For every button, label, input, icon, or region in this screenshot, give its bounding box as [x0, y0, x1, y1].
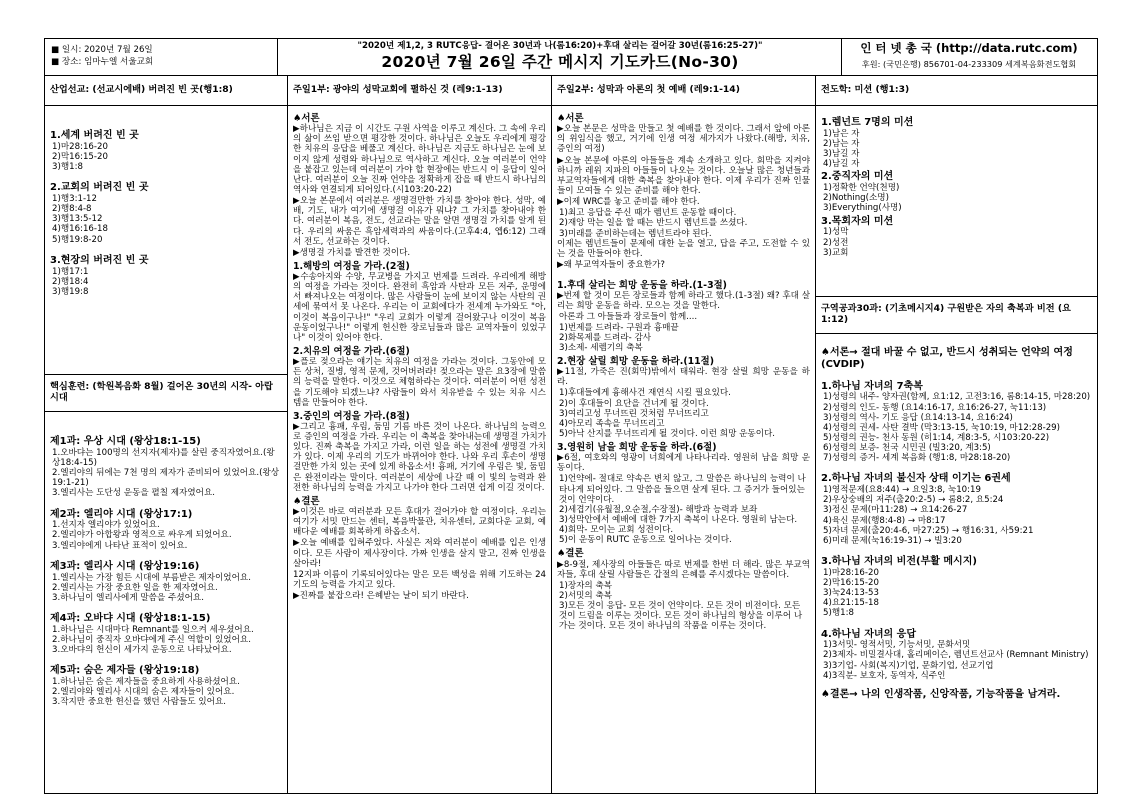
list-item: 1)언약에- 절대로 약속은 변치 않고, 그 말씀은 하나님의 능력이 나타나게 되어있다. 그 말씀을 들으면 살게 된다. 그 증거가 들어있는 것이 언약이다. [559, 474, 806, 505]
list-item: 2)재앙 막는 일을 할 때는 반드시 렘넌트를 쓰셨다. [559, 218, 748, 229]
list-item: 2)이 후대들이 요단을 건너게 될 것이다. [559, 398, 709, 409]
list-item: 2)3제자- 비밀결사대, 홀리메이슨, 렘넌트선교사 (Remnant Ministry) [823, 650, 1089, 661]
list-item: 2)화목제를 드려라- 감사 [559, 332, 652, 343]
header-title-block [282, 41, 838, 71]
list-item: 5)행1:8 [823, 608, 854, 619]
list-item: 2)성전 [823, 237, 849, 248]
lesson-title: 제2과: 엘리야 시대 (왕상17:1) [50, 508, 193, 520]
list-item: 3.하나님이 엘리사에게 말씀을 주셨어요. [52, 592, 204, 603]
column-evangelism [815, 76, 1097, 793]
paragraph: ▶이제 WRC를 놓고 준비를 해야 한다. [557, 197, 700, 208]
list-item: 3.엘리사는 도단성 운동을 펼칠 제자였어요. [52, 488, 215, 499]
paragraph: ▶진짜를 붙잡으라! 은혜받는 날이 되기 바란다. [293, 591, 469, 602]
section-heading: 산업선교: (선교시에배) 버려진 빈 곳(행1:8) [45, 76, 287, 106]
point-title: 1.렘넌트 7명의 미션 [821, 117, 914, 128]
list-item: 4)3직분- 보호자, 동역자, 식주인 [823, 670, 946, 681]
list-item: 3)행13:5-12 [52, 214, 103, 225]
meeting-info [51, 45, 271, 69]
section-heading: 주일1부: 광야의 성막교회에 펼하신 것 (레9:1-13) [288, 76, 551, 106]
paragraph: 12지파 이름이 기록되어있다는 말은 모든 백성을 위해 기도하는 24 기도의 능력을 가지고 있다. [293, 569, 546, 590]
list-item: 1.엘리사는 가장 힘든 시대에 부름받은 제자이었어요. [52, 572, 251, 583]
paragraph: ▶플로 젖으라는 얘기는 치유의 여정을 가라는 것이다. 그동안에 모든 상처, 질병, 영적 문제, 것어버려라! 젖으라는 말은 요3장에 말씀의 능력을 말한다. 이것으로 체험하라는 것이다. 여러분이 어떤 성전을 기도해야 되겠느냐? 사람들이 와서 치유받을 수 있는 치유 시스템을 만들어야 한다. [293, 357, 546, 408]
list-item: 2)행18:4 [52, 276, 89, 287]
list-item: 3)3기업- 사회(복지)기업, 문화기업, 선교기업 [823, 660, 994, 671]
list-item: 3)성령의 역사- 기도 응답 (요14:13-14, 요16:24) [823, 412, 1013, 423]
point-title: 1.세계 버려진 빈 곳 [50, 130, 139, 141]
list-item: 3)남길 자 [823, 149, 860, 160]
paragraph: ▶하나님은 지금 이 시간도 구원 사역을 이루고 계신다. 그 속에 우리의 삶이 쓰임 받으면 평강한 것이다. 하나님은 오늘도 우리에게 평강한 치유의 응답을 베풀고 계신다. 하나님은 지금도 하나님은 눈에 보이지 않게 성령와 하나님으로 역사하고 계신다. 오늘 여러분이 언약을 붙잡고 있는데 여러분이 가야 할 현장에는 반드시 이 응답이 일어난다. 여러분이 오늘 진짜 언약을 정확하게 잡을 때 반드시 하나님의 역사와 연결되게 되어있다.(시103:20-22) [293, 124, 546, 195]
list-item: 1.오바댜는 100명의 선지자(제자)를 살린 중직자였어요.(왕상18:4-15) [52, 447, 275, 468]
meeting-date: ■ 일시: 2020년 7월 26일 [51, 45, 153, 55]
section-body [552, 106, 815, 632]
list-item: 2)서밋의 축복 [559, 590, 613, 601]
list-item: 2)성령의 인도- 동행 (요14:16-17, 요16:26-27, 눅11:13) [823, 402, 1047, 413]
list-item: 1)남은 자 [823, 128, 860, 139]
section-heading: 전도학: 미션 (행1:3) [816, 76, 1097, 106]
intro-text: ♠서론→ 절대 바꿀 수 없고, 반드시 성취되는 언약의 여정(CVDIP) [821, 347, 1073, 370]
section-body [816, 106, 1097, 296]
list-item: 1)마28:16-20 [823, 567, 879, 578]
website-url[interactable]: 인 터 넷 총 국 (http://data.rutc.com) [860, 41, 1078, 55]
section-heading: 구역공과30과: (기초메시지4) 구원받은 자의 축복과 비전 (요1:12) [816, 296, 1097, 334]
list-item: 3)소제- 세렘기의 축복 [559, 342, 643, 353]
list-item: 3)성막안에서 예배에 대한 7가지 축복이 나온다. 영원히 남는다. [559, 515, 798, 526]
list-item: 2)남는 자 [823, 138, 860, 149]
list-item: 1)후대들에게 흉해사건 재연식 시킬 필요있다. [559, 388, 731, 399]
list-item: 3)여리고성 무너뜨린 것처럼 무너뜨리고 [559, 408, 709, 419]
list-item: 4)육신 문제(행8:4-8) → 마8:17 [823, 515, 946, 526]
list-item: 1)장자의 축복 [559, 580, 613, 591]
point-title: 1.하나님 자녀의 7축복 [821, 380, 923, 392]
lesson-title: 제1과: 우상 시대 (왕상18:1-15) [50, 436, 201, 447]
paragraph: ▶오늘 본문에 아론의 아들들을 계속 소개하고 있다. 회막을 지켜야 하니까 레위 지파의 아들들이 나오는 것이다. 오늘날 많은 청년들과 부교역자들에게 대한 축복을 찾아내야 한다. 이제 우리가 진짜 인물들이 모여들 수 있는 준비를 해야 한다. [557, 155, 810, 196]
paragraph: ▶8-9절, 제사장의 아들들은 따로 번제를 한번 더 해라. 많은 부교역자들, 후대 살릴 사람들은 갑절의 은혜를 주시겠다는 말씀이다. [557, 559, 810, 580]
paragraph: ▶생명걸 가치를 발견한 것이다. [293, 247, 411, 258]
conclusion-text: ♠결론→ 나의 인생작품, 신앙작품, 기능작품을 남겨라. [821, 688, 1061, 700]
list-item: 4)성령의 권세- 사탄 결박 (막3:13-15, 눅10:19, 마12:28-29) [823, 422, 1061, 433]
point-title: 3.목회자의 미션 [821, 215, 894, 227]
list-item: 1)최고 응답을 주신 때가 렘넌트 운동할 때이다. [559, 208, 737, 219]
list-item: 5)행19:8-20 [52, 234, 103, 245]
conclusion-heading: ♠결론 [557, 548, 584, 560]
paragraph: ▶6절, 여호와의 영광이 너희에게 나타나리라. 영원히 남을 희망 운동이다. [557, 453, 810, 474]
section-body [288, 106, 551, 601]
list-item: 1)3서밋- 영적서밋, 기능서밋, 문화서밋 [823, 640, 971, 651]
list-item: 1)정확한 언약(천명) [823, 183, 900, 194]
list-item: 6)성령의 보증- 천국 시민권 (빌3:20, 계3:5) [823, 443, 991, 454]
list-item: 3.엘리야에게 나타난 표적이 있어요. [52, 540, 188, 551]
list-item: 4)요21:15-18 [823, 598, 879, 609]
point-title: 2.현장 살릴 희망 운동을 하라.(11절) [557, 356, 714, 367]
list-item: 1)성령의 내주- 양자권(함께, 요1:12, 고전3:16, 롬8:14-15, 마28:20) [823, 392, 1091, 403]
point-title: 3.중인의 여정을 가라.(8절) [293, 410, 410, 422]
list-item: 1)성막 [823, 227, 849, 238]
list-item: 4)행16:16-18 [52, 224, 108, 235]
paragraph: ▶오늘 예배를 입혀주었다. 사실은 저와 여러분이 예배를 입은 인생이다. 모든 사람이 제사장이다. 가짜 인생을 살지 말고, 진짜 인생을 살아라! [293, 538, 546, 569]
point-title: 1.해방의 여정을 가라.(2절) [293, 260, 410, 272]
header-divider-right [841, 39, 842, 76]
list-item: 아론과 그 아들들과 장로들이 함께.... [559, 312, 698, 323]
list-item: 2)Nothing(소명) [823, 193, 889, 204]
paragraph: ▶11절, 가죽은 진(회막)밖에서 태워라. 현장 살릴 희망 운동을 하라. [557, 367, 810, 388]
list-item: 4)남길 자 [823, 159, 860, 170]
list-item: 4)아모리 족속을 무너뜨리고 [559, 418, 665, 429]
list-item: 3)모든 것이 응답- 모든 것이 언약이다. 모든 것이 비전이다. 모든 것이 드림을 이루는 것이다. 모든 것이 하나님의 형상을 이루어 나가는 것이다. 모든 것이 하나님의 작품을 이루는 것이다. [559, 601, 803, 632]
intro-heading: ♠서론 [293, 113, 320, 124]
point-title: 3.현장의 버려진 빈 곳 [50, 254, 149, 266]
list-item: 3.작지만 중요한 헌신을 했던 사람들도 있어요. [52, 697, 227, 708]
list-item: 2.엘리야가 아합왕과 영적으로 싸우게 되었어요. [52, 530, 232, 541]
list-item: 1)행3:1-12 [52, 194, 97, 205]
point-title: 2.중직자의 미션 [821, 171, 894, 183]
paragraph: 이제는 렘넌트들이 문제에 대한 눈을 열고, 답을 주고, 도전할 수 있는 것을 만들어야 한다. [557, 238, 810, 259]
section-body [816, 334, 1097, 701]
list-item: 2.엘리사는 가장 중요한 일을 한 제자였어요. [52, 582, 218, 593]
column-industrial-mission [45, 76, 287, 793]
list-item: 5)아낙 산지를 무너뜨리게 될 것이다. 이런 희망 운동이다. [559, 428, 776, 439]
point-title: 2.교회의 버려진 빈 곳 [50, 182, 149, 194]
paragraph: ▶번제 할 것이 모든 장로들과 함께 하라고 했다.(1-3절) 왜? 후대 살리는 희망 운동을 하라. 모으는 것을 말한다. [557, 291, 810, 312]
paragraph: ▶왜 부교역자들이 중요한가? [557, 259, 665, 270]
paragraph: ▶그리고 흉패, 우림, 둠밈 기름 바른 것이 나온다. 하나님의 능력으로 증인의 여정을 가라. 우리는 이 축복을 찾아내는데 생명걸 가치가 있다. 진짜 축복을 가지고 가라, 이런 일을 하는 성전에 생명걸 가치가 있다. 이제 우리의 기도가 바뀌어야 한다. 나와 우리 후손이 생명걸만한 가치 있는 곳에 있게 하옵소서! 흉패, 거기에 우림은 빛, 둠밈은 완전이라는 말이다. 여러분이 세상에 나갈 때 이 빛의 능력과 완전한 하나님의 능력을 가지고 나가야 한다 그러면 쉽게 이길 것이다. [293, 421, 546, 493]
lesson-title: 제4과: 오바댜 시대 (왕상18:1-15) [50, 612, 211, 624]
bulletin-page [44, 38, 1098, 794]
list-item: 2.엘리야의 뒤에는 7천 명의 제자가 준비되어 있었어요.(왕상19:1-21) [52, 468, 280, 489]
lesson-title: 제5과: 숨은 제자들 (왕상19:18) [50, 665, 200, 677]
meeting-place: ■ 장소: 임마누엘 서울교회 [51, 57, 154, 68]
paragraph: ▶이것은 바로 여러분과 모든 후대가 걸어가야 할 여정이다. 우리는 여기가 서밋 만드는 센터, 복음박물관, 치유센터, 교회다운 교회, 예배다운 예배를 회복하게 하옵소서. [293, 506, 546, 538]
bank-account: 후원: (국민은행) 856701-04-233309 세계복음화전도협회 [861, 58, 1077, 69]
list-item: 2)막16:15-20 [823, 577, 879, 588]
point-title: 4.하나님 자녀의 응답 [821, 628, 916, 640]
header-subtitle: "2020년 제1,2, 3 RUTC응답- 결어온 30년과 나(롬16:20)+후대 살리는 걸어갈 30년(롬16:25-27)" [357, 41, 763, 51]
lesson-title: 제3과: 엘리사 시대 (왕상19:16) [50, 560, 200, 572]
list-item: 3)교회 [823, 247, 849, 258]
section-heading: 핵심훈련: (학원복음화 8월) 걸어온 30년의 시작- 아랍 시대 [45, 374, 287, 412]
list-item: 4)회막- 모이는 교회 성전이다. [559, 525, 674, 536]
list-item: 5)이 운동이 RUTC 운동으로 일어나는 것이다. [559, 535, 732, 546]
list-item: 1)마28:16-20 [52, 141, 108, 152]
paragraph: ▶수송아지와 수양, 무교병을 가지고 번제를 드려라. 우리에게 해방의 여정을 가라는 것이다. 완전히 흑암과 사탄과 모든 저주, 운명에서 빠져나오는 여정이다. 많은 사람들이 눈에 보이지 않는 사탄의 권세에 묶여서 못 나온다. 우리는 이 교회에다가 전세계 누가와도 "아, 이것이 복음이구나!" "우리 교회가 이렇게 걸어왔구나 이것이 복음 운동이었구나!" 이렇게 헌신한 장로님들과 많은 교역자들이 있었구나" 이것이 있어야 한다. [293, 272, 546, 343]
list-item: 1)영적문제(요8:44) → 요일3:8, 눅10:19 [823, 485, 981, 496]
point-title: 1.후대 살리는 희망 운동을 하라.(1-3절) [557, 280, 727, 292]
point-title: 2.하나님 자녀의 불신자 상태 이기는 6권세 [821, 473, 1011, 485]
list-item: 3)눅24:13-53 [823, 588, 879, 599]
paragraph: ▶오늘 본문은 성막을 만들고 첫 예배를 한 것이다. 그래서 앞에 아론의 위임식을 했고, 거기에 인생 여정 세가지가 나왔다.(해방, 치유, 증인의 여정) [557, 124, 810, 155]
point-title: 3.하나님 자녀의 비전(부활 메시지) [821, 556, 977, 568]
section-body [45, 412, 287, 707]
list-item: 1.선지자 엘리야가 있었어요. [52, 520, 160, 531]
list-item: 3)행19:8 [52, 286, 89, 297]
list-item: 5)자녀 문제(출20:4-6, 마27:25) → 행16:31, 사59:21 [823, 525, 1034, 536]
list-item: 3.오바댜의 헌신이 세가지 운동으로 나타났어요. [52, 645, 232, 656]
list-item: 7)성령의 증거- 세계 복음화 (행1:8, 마28:18-20) [823, 453, 1011, 464]
list-item: 3)Everything(사명) [823, 203, 902, 214]
point-title: 2.치유의 여정을 가라.(6절) [293, 346, 410, 357]
list-item: 2)행8:4-8 [52, 204, 92, 215]
intro-heading: ♠서론 [557, 113, 584, 124]
list-item: 5)성령의 권능- 천사 동원 (히1:14, 계8:3-5, 시103:20-22) [823, 432, 1050, 443]
list-item: 2.엘리야와 엘리사 시대의 숨은 제자들이 있어요. [52, 687, 235, 698]
list-item: 2.하나님이 중직자 오바댜에게 주신 역할이 있었어요. [52, 634, 251, 645]
list-item: 3)미래를 준비하는데는 렘넌트라야 된다. [559, 228, 712, 239]
section-heading: 주일2부: 성막과 아론의 첫 예배 (레9:1-14) [552, 76, 815, 106]
section-body [45, 106, 287, 374]
list-item: 3)행1:8 [52, 162, 83, 173]
list-item: 1)번제를 드려라- 구원과 흉매끝 [559, 322, 679, 333]
list-item: 2)우상숭배의 저주(출20:2-5) → 롬8:2, 요5:24 [823, 495, 1004, 506]
list-item: 6)미래 문제(눅16:19-31) → 빌3:20 [823, 535, 962, 546]
column-sunday-first-service [287, 76, 551, 793]
sponsor-info [843, 42, 1095, 69]
header-divider-left [277, 39, 278, 76]
list-item: 2)세겹기(유월절,오순절,수장절)- 해방과 능력과 보좌 [559, 504, 758, 515]
column-sunday-second-service [551, 76, 815, 793]
list-item: 2)막16:15-20 [52, 151, 108, 162]
page-title: 2020년 7월 26일 주간 메시지 기도카드(No-30) [381, 53, 739, 72]
list-item: 1)행17:1 [52, 266, 89, 277]
conclusion-heading: ♠결론 [293, 495, 320, 507]
list-item: 1.하나님은 시대마다 Remnant를 일으켜 세우셨어요. [52, 624, 254, 635]
paragraph: ▶오늘 본문에서 여러분은 생명걸만한 가치를 찾아야 한다. 성막, 예배, 기도, 내가 여기에 생명걸 이유가 뭐냐? 그 가치를 찾아내야 한다. 여러분이 복음, 전도, 선교라는 말을 알면 생명걸 가치를 알게 된다. 우리의 싸움은 흑암세력과의 싸움이다.(고후4:4, 엡6:12) 그래서 전도, 선교하는 것이다. [293, 196, 546, 247]
bulletin-header [45, 39, 1097, 76]
list-item: 3)정신 문제(마11:28) → 요14:26-27 [823, 505, 968, 516]
list-item: 1.하나님은 숨은 제자들을 중요하게 사용하셨어요. [52, 676, 240, 687]
point-title: 3.영원히 남을 희망 운동을 하라.(6절) [557, 442, 717, 454]
